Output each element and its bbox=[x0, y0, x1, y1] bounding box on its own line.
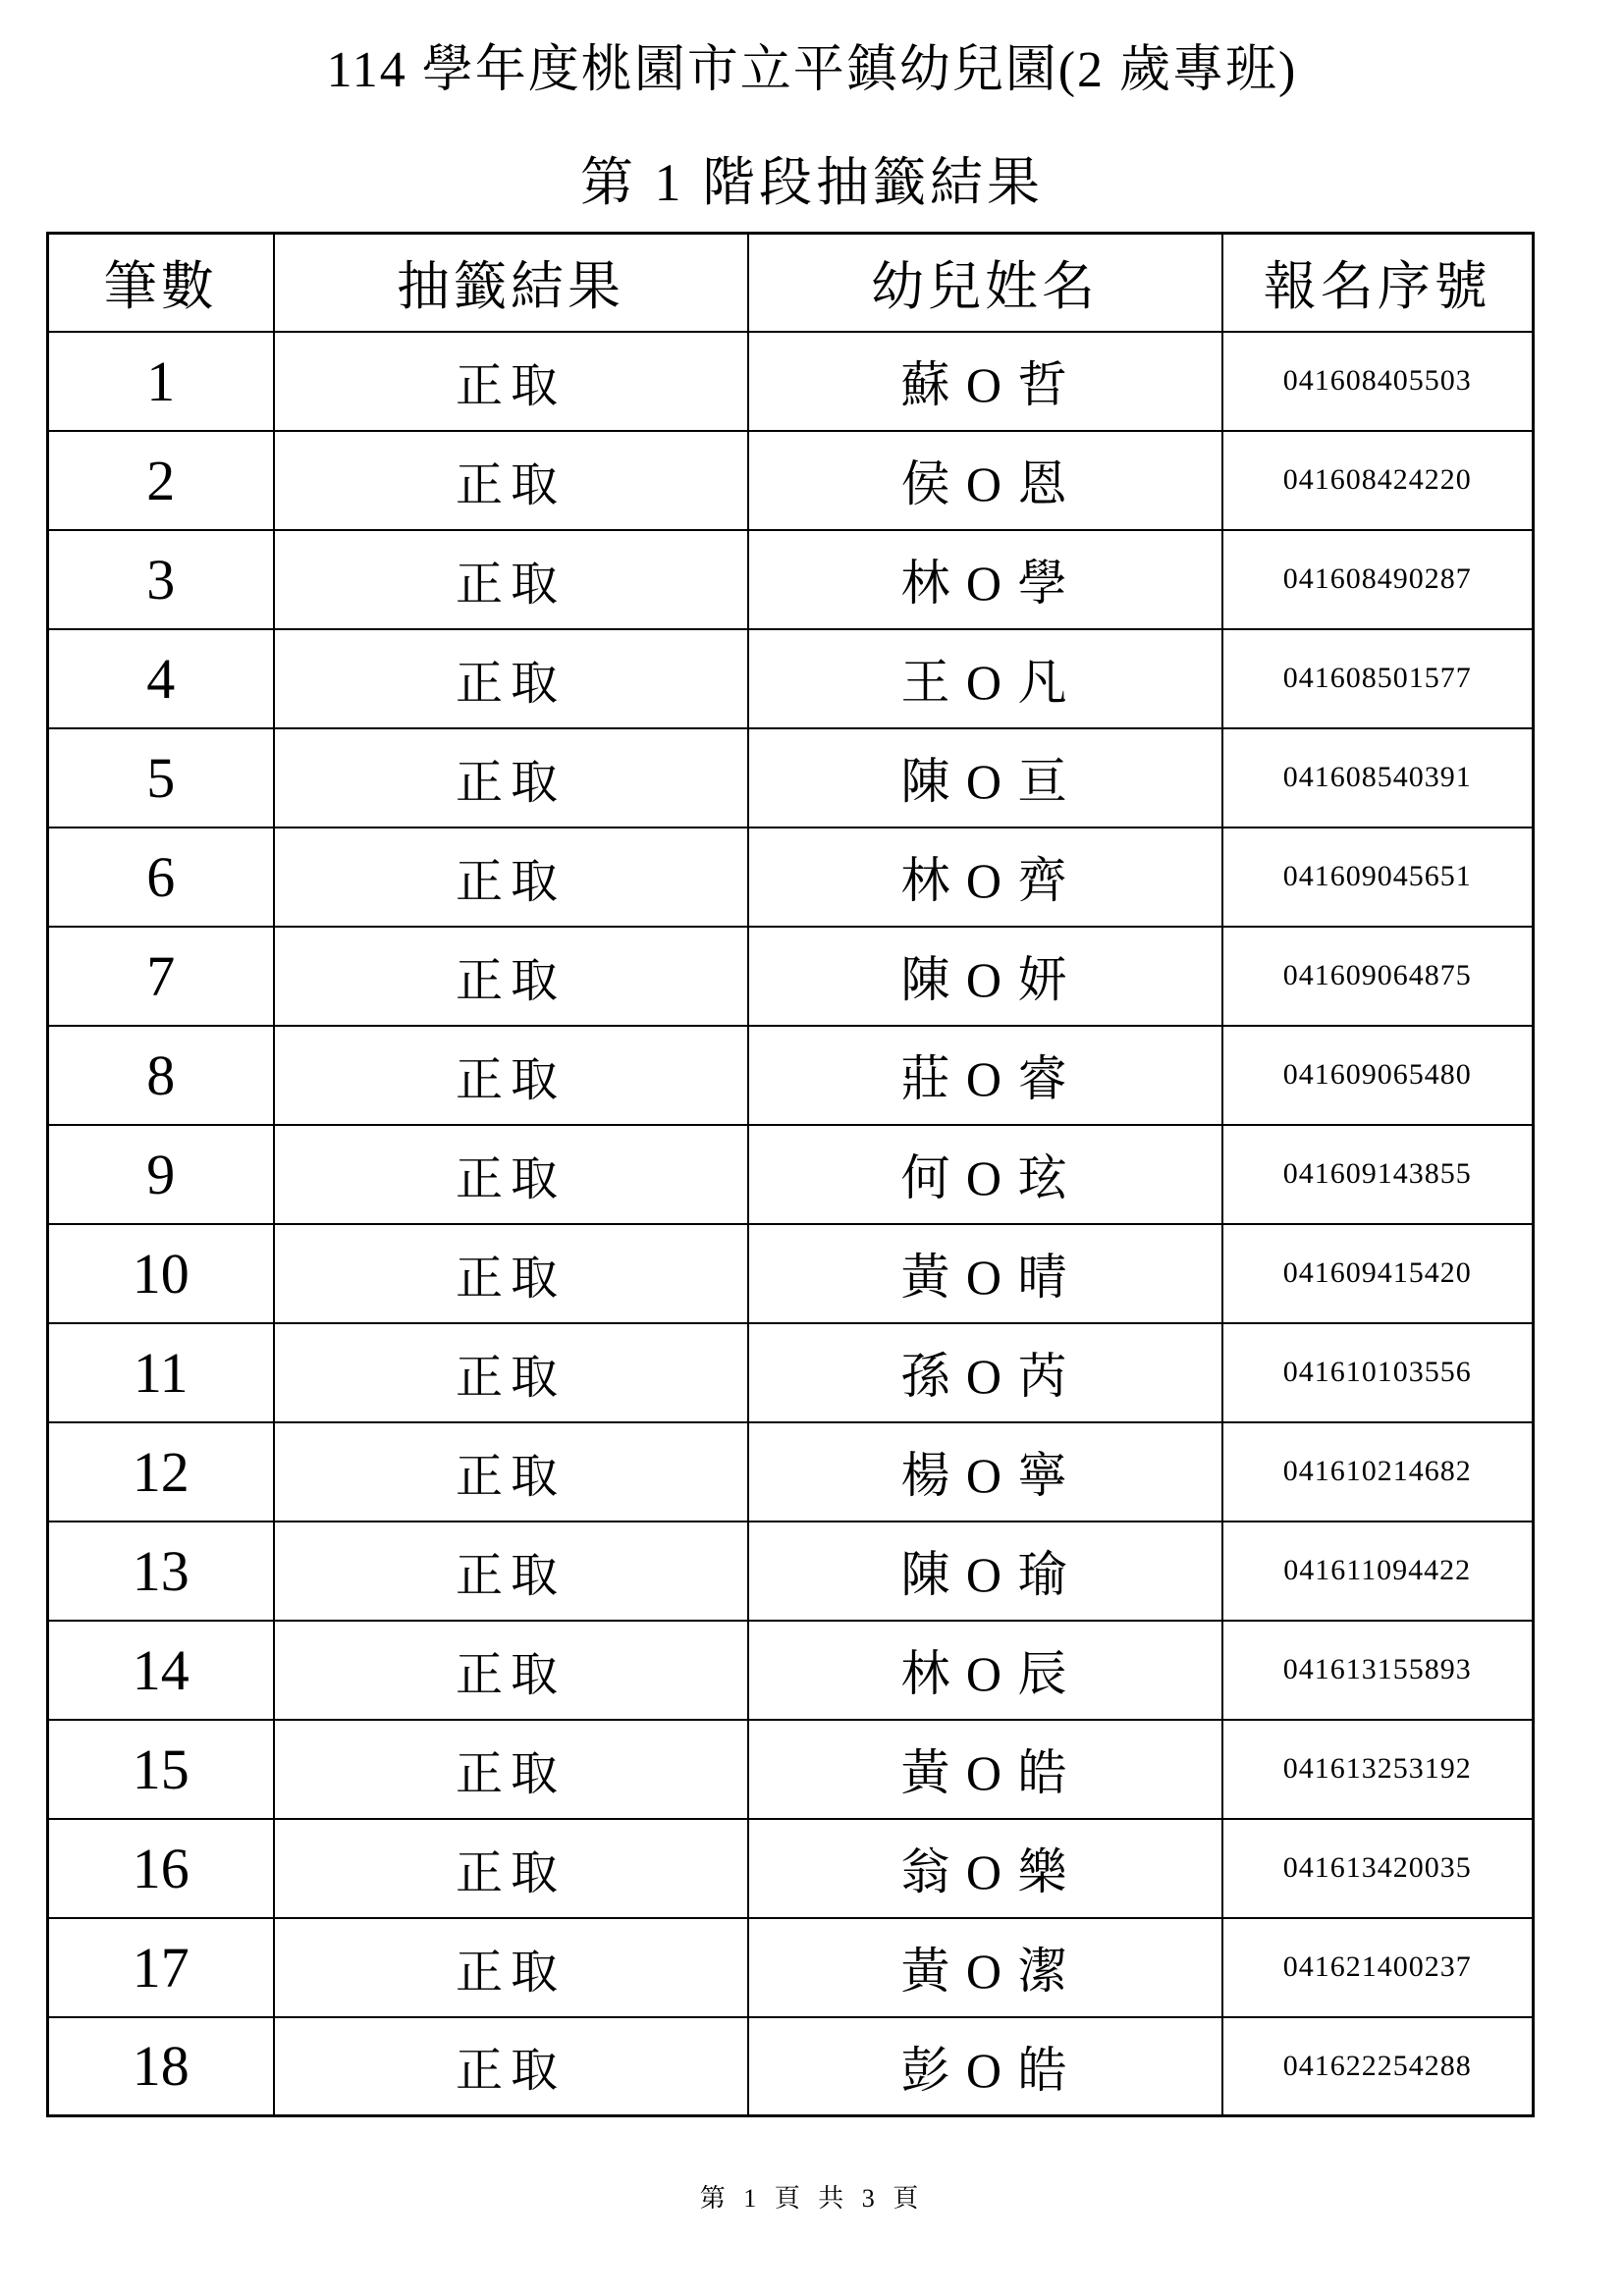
table-row bbox=[48, 828, 1534, 927]
cell-index: 16 bbox=[48, 1819, 274, 1918]
cell-reg-no: 041608405503 bbox=[1222, 332, 1534, 431]
cell-reg-no: 041608424220 bbox=[1222, 431, 1534, 530]
cell-reg-no: 041613155893 bbox=[1222, 1621, 1534, 1720]
page-title: 114 學年度桃園市立平鎮幼兒園(2 歲專班) bbox=[326, 42, 1298, 98]
table-row bbox=[48, 1819, 1534, 1918]
cell-result: 正取 bbox=[274, 728, 748, 828]
table-row bbox=[48, 332, 1534, 431]
cell-name: 林 O 學 bbox=[748, 530, 1222, 629]
header-cell-index: 筆數 bbox=[48, 234, 274, 332]
cell-index: 18 bbox=[48, 2017, 274, 2116]
table-row bbox=[48, 1026, 1534, 1125]
cell-name: 楊 O 寧 bbox=[748, 1422, 1222, 1522]
table-row bbox=[48, 1422, 1534, 1522]
cell-result: 正取 bbox=[274, 1323, 748, 1422]
table-row bbox=[48, 431, 1534, 530]
cell-reg-no: 041608501577 bbox=[1222, 629, 1534, 728]
header-cell-name: 幼兒姓名 bbox=[748, 234, 1222, 332]
cell-result: 正取 bbox=[274, 431, 748, 530]
cell-reg-no: 041608490287 bbox=[1222, 530, 1534, 629]
cell-result: 正取 bbox=[274, 332, 748, 431]
cell-reg-no: 041622254288 bbox=[1222, 2017, 1534, 2116]
cell-index: 4 bbox=[48, 629, 274, 728]
cell-name: 孫 O 芮 bbox=[748, 1323, 1222, 1422]
cell-result: 正取 bbox=[274, 1422, 748, 1522]
cell-reg-no: 041613253192 bbox=[1222, 1720, 1534, 1819]
cell-index: 17 bbox=[48, 1918, 274, 2017]
cell-name: 陳 O 妍 bbox=[748, 927, 1222, 1026]
table-header-row bbox=[48, 234, 1534, 332]
cell-reg-no: 041610103556 bbox=[1222, 1323, 1534, 1422]
cell-result: 正取 bbox=[274, 629, 748, 728]
cell-name: 王 O 凡 bbox=[748, 629, 1222, 728]
cell-name: 陳 O 瑜 bbox=[748, 1522, 1222, 1621]
cell-index: 8 bbox=[48, 1026, 274, 1125]
cell-reg-no: 041621400237 bbox=[1222, 1918, 1534, 2017]
cell-name: 黃 O 潔 bbox=[748, 1918, 1222, 2017]
cell-result: 正取 bbox=[274, 1224, 748, 1323]
cell-index: 14 bbox=[48, 1621, 274, 1720]
table-row bbox=[48, 1522, 1534, 1621]
cell-name: 林 O 齊 bbox=[748, 828, 1222, 927]
cell-reg-no: 041609045651 bbox=[1222, 828, 1534, 927]
cell-index: 12 bbox=[48, 1422, 274, 1522]
table-row bbox=[48, 629, 1534, 728]
table-row bbox=[48, 1720, 1534, 1819]
cell-result: 正取 bbox=[274, 530, 748, 629]
page-subtitle: 第 1 階段抽籤結果 bbox=[580, 153, 1044, 212]
cell-reg-no: 041609415420 bbox=[1222, 1224, 1534, 1323]
cell-reg-no: 041610214682 bbox=[1222, 1422, 1534, 1522]
results-table-body bbox=[48, 332, 1534, 2116]
cell-name: 何 O 玹 bbox=[748, 1125, 1222, 1224]
cell-name: 陳 O 亘 bbox=[748, 728, 1222, 828]
cell-index: 9 bbox=[48, 1125, 274, 1224]
cell-name: 彭 O 皓 bbox=[748, 2017, 1222, 2116]
table-row bbox=[48, 1125, 1534, 1224]
cell-reg-no: 041611094422 bbox=[1222, 1522, 1534, 1621]
cell-result: 正取 bbox=[274, 1720, 748, 1819]
cell-name: 侯 O 恩 bbox=[748, 431, 1222, 530]
cell-name: 蘇 O 哲 bbox=[748, 332, 1222, 431]
cell-result: 正取 bbox=[274, 2017, 748, 2116]
cell-name: 莊 O 睿 bbox=[748, 1026, 1222, 1125]
table-row bbox=[48, 1918, 1534, 2017]
cell-result: 正取 bbox=[274, 1125, 748, 1224]
cell-name: 黃 O 晴 bbox=[748, 1224, 1222, 1323]
page-footer: 第 1 頁 共 3 頁 bbox=[699, 2184, 925, 2213]
table-row bbox=[48, 1621, 1534, 1720]
cell-index: 6 bbox=[48, 828, 274, 927]
table-row bbox=[48, 728, 1534, 828]
cell-index: 2 bbox=[48, 431, 274, 530]
cell-result: 正取 bbox=[274, 1819, 748, 1918]
results-table bbox=[46, 232, 1535, 2117]
cell-result: 正取 bbox=[274, 1522, 748, 1621]
cell-name: 林 O 辰 bbox=[748, 1621, 1222, 1720]
cell-reg-no: 041608540391 bbox=[1222, 728, 1534, 828]
cell-result: 正取 bbox=[274, 1026, 748, 1125]
cell-name: 翁 O 樂 bbox=[748, 1819, 1222, 1918]
cell-reg-no: 041613420035 bbox=[1222, 1819, 1534, 1918]
table-row bbox=[48, 2017, 1534, 2116]
cell-index: 7 bbox=[48, 927, 274, 1026]
header-cell-reg-no: 報名序號 bbox=[1222, 234, 1534, 332]
header-cell-result: 抽籤結果 bbox=[274, 234, 748, 332]
table-row bbox=[48, 1224, 1534, 1323]
cell-index: 11 bbox=[48, 1323, 274, 1422]
cell-name: 黃 O 皓 bbox=[748, 1720, 1222, 1819]
cell-reg-no: 041609065480 bbox=[1222, 1026, 1534, 1125]
table-row bbox=[48, 530, 1534, 629]
cell-result: 正取 bbox=[274, 1918, 748, 2017]
cell-result: 正取 bbox=[274, 927, 748, 1026]
cell-result: 正取 bbox=[274, 1621, 748, 1720]
cell-index: 10 bbox=[48, 1224, 274, 1323]
table-row bbox=[48, 1323, 1534, 1422]
cell-result: 正取 bbox=[274, 828, 748, 927]
cell-index: 15 bbox=[48, 1720, 274, 1819]
cell-reg-no: 041609143855 bbox=[1222, 1125, 1534, 1224]
cell-index: 1 bbox=[48, 332, 274, 431]
cell-reg-no: 041609064875 bbox=[1222, 927, 1534, 1026]
cell-index: 3 bbox=[48, 530, 274, 629]
cell-index: 5 bbox=[48, 728, 274, 828]
cell-index: 13 bbox=[48, 1522, 274, 1621]
table-row bbox=[48, 927, 1534, 1026]
